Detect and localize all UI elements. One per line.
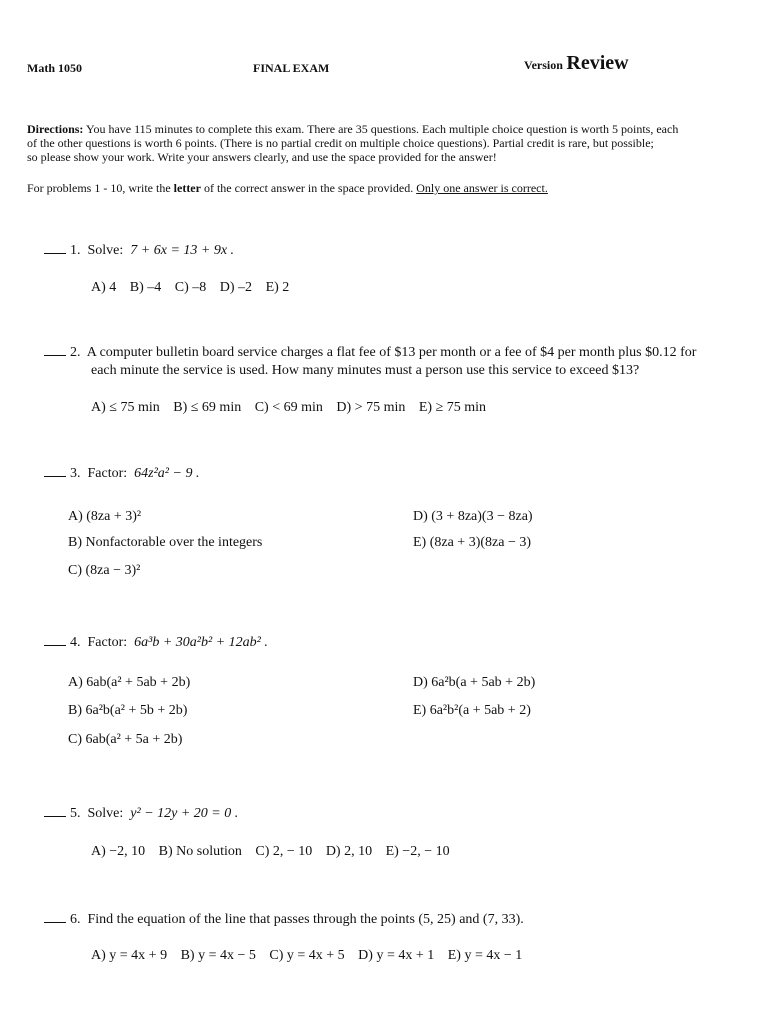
question-expression: 7 + 6x = 13 + 9x . [130, 243, 235, 258]
question-1-options [91, 280, 299, 296]
directions-label: Directions: [27, 122, 84, 136]
option-e: E) (8za + 3)(8za − 3) [413, 535, 532, 550]
question-2-line-2: each minute the service is used. How many minutes must a person use this service to exceed $13? [91, 363, 640, 378]
question-4 [44, 635, 268, 651]
option-d: D) 6a²b(a + 5ab + 2b) [413, 675, 536, 690]
option-b: B) No solution [158, 844, 242, 859]
instructions [27, 181, 548, 196]
option-e: E) ≥ 75 min [418, 400, 487, 415]
question-5 [44, 806, 238, 822]
instructions-bold: letter [173, 181, 201, 195]
option-a: A) ≤ 75 min [91, 400, 160, 415]
option-c: C) (8za − 3)² [68, 563, 141, 578]
question-6 [44, 912, 524, 928]
question-prompt: Factor: [87, 635, 128, 650]
option-c: C) < 69 min [254, 400, 323, 415]
question-1 [44, 243, 234, 259]
question-3 [44, 466, 199, 482]
question-prompt: Solve: [87, 806, 124, 821]
instructions-middle: of the correct answer in the space provided. [203, 181, 414, 195]
option-e: E) −2, − 10 [385, 844, 450, 859]
option-c: C) y = 4x + 5 [269, 948, 345, 963]
question-5-options [91, 844, 460, 860]
instructions-underlined: Only one answer is correct. [416, 181, 548, 195]
question-prompt: Find the equation of the line that passes through the points (5, 25) and (7, 33). [87, 912, 524, 927]
option-d: D) y = 4x + 1 [358, 948, 435, 963]
option-a: A) 6ab(a² + 5ab + 2b) [68, 675, 191, 690]
question-expression: 6a³b + 30a²b² + 12ab² . [134, 635, 268, 650]
option-d: D) > 75 min [336, 400, 406, 415]
question-number: 6. [70, 912, 81, 927]
option-e: E) y = 4x − 1 [447, 948, 523, 963]
option-e: E) 2 [265, 280, 290, 295]
question-expression: y² − 12y + 20 = 0 . [130, 806, 239, 821]
question-2-options [91, 400, 496, 416]
directions [27, 122, 741, 164]
question-number: 4. [70, 635, 81, 650]
answer-blank-6[interactable] [44, 912, 66, 923]
option-b: B) ≤ 69 min [173, 400, 242, 415]
option-e: E) 6a²b²(a + 5ab + 2) [413, 703, 531, 718]
exam-title: FINAL EXAM [253, 61, 330, 75]
option-d: D) 2, 10 [325, 844, 373, 859]
version-value: Review [566, 52, 629, 74]
answer-blank-2[interactable] [44, 345, 66, 356]
option-a: A) y = 4x + 9 [91, 948, 168, 963]
directions-line-1: You have 115 minutes to complete this exam. There are 35 questions. Each multiple choice question is worth 5 points, each [86, 122, 679, 136]
answer-blank-3[interactable] [44, 466, 66, 477]
option-b: B) 6a²b(a² + 5b + 2b) [68, 703, 188, 718]
version-label: Version [524, 58, 563, 72]
option-c: C) 6ab(a² + 5a + 2b) [68, 732, 183, 747]
instructions-prefix: For problems 1 - 10, write the [27, 181, 171, 195]
option-c: C) 2, − 10 [255, 844, 313, 859]
option-a: A) (8za + 3)² [68, 509, 142, 524]
answer-blank-4[interactable] [44, 635, 66, 646]
option-b: B) Nonfactorable over the integers [68, 535, 263, 550]
option-b: B) –4 [129, 280, 162, 295]
answer-blank-5[interactable] [44, 806, 66, 817]
answer-blank-1[interactable] [44, 243, 66, 254]
question-number: 1. [70, 243, 81, 258]
option-c: C) –8 [174, 280, 207, 295]
directions-line-2: of the other questions is worth 6 points. (There is no partial credit on multiple choice questions). Partial credit is rare, but possible; [27, 136, 654, 150]
question-prompt: Solve: [87, 243, 124, 258]
question-prompt: Factor: [87, 466, 128, 481]
question-number: 5. [70, 806, 81, 821]
question-number: 3. [70, 466, 81, 481]
option-d: D) –2 [219, 280, 253, 295]
option-d: D) (3 + 8za)(3 − 8za) [413, 509, 533, 524]
question-number: 2. [70, 345, 81, 360]
question-6-options [91, 948, 532, 964]
option-b: B) y = 4x − 5 [180, 948, 256, 963]
option-a: A) −2, 10 [91, 844, 146, 859]
option-a: A) 4 [91, 280, 117, 295]
course-title: Math 1050 [27, 61, 82, 75]
question-prompt: A computer bulletin board service charges a flat fee of $13 per month or a fee of $4 per month plus $0.12 for [86, 345, 697, 360]
question-expression: 64z²a² − 9 . [134, 466, 200, 481]
question-2 [44, 345, 696, 361]
directions-line-3: so please show your work. Write your answers clearly, and use the space provided for the answer! [27, 150, 497, 164]
version-label-group [524, 52, 629, 75]
